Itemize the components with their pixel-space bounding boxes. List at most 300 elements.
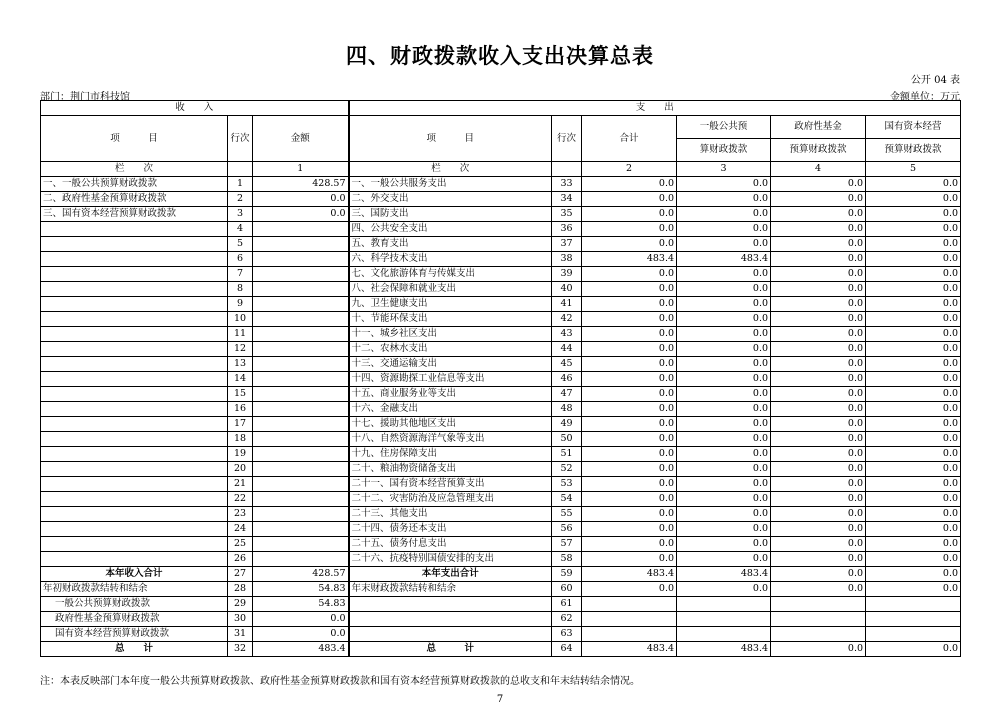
expense-total: 0.0 (582, 402, 677, 417)
expense-row-number: 41 (552, 297, 582, 312)
gov-fund-amount: 0.0 (771, 327, 866, 342)
income-item (41, 492, 228, 507)
general-budget-amount: 0.0 (677, 432, 771, 447)
state-capital-amount: 0.0 (866, 342, 961, 357)
income-amount (253, 222, 349, 237)
income-amount (253, 357, 349, 372)
table-row (41, 477, 961, 492)
income-item: 国有资本经营预算财政拨款 (41, 627, 228, 642)
state-capital-amount: 0.0 (866, 222, 961, 237)
state-capital-amount: 0.0 (866, 387, 961, 402)
gov-fund-amount: 0.0 (771, 282, 866, 297)
general-budget-amount: 0.0 (677, 312, 771, 327)
expense-row-number: 35 (552, 207, 582, 222)
state-capital-amount: 0.0 (866, 177, 961, 192)
state-capital-amount: 0.0 (866, 432, 961, 447)
gov-fund-amount: 0.0 (771, 387, 866, 402)
col-5: 5 (866, 162, 961, 177)
state-capital-amount: 0.0 (866, 252, 961, 267)
income-item-header: 项 目 (41, 116, 228, 162)
income-col-label: 栏 次 (41, 162, 228, 177)
general-budget-amount: 0.0 (677, 177, 771, 192)
page-title: 四、财政拨款收入支出决算总表 (346, 44, 654, 68)
income-amount (253, 522, 349, 537)
expense-item: 年末财政拨款结转和结余 (349, 582, 552, 597)
income-item (41, 552, 228, 567)
table-row (41, 462, 961, 477)
state-capital-amount: 0.0 (866, 447, 961, 462)
income-row-number: 26 (228, 552, 253, 567)
income-item: 一般公共预算财政拨款 (41, 597, 228, 612)
expense-row-number: 40 (552, 282, 582, 297)
expense-row-number: 48 (552, 402, 582, 417)
state-capital-amount: 0.0 (866, 402, 961, 417)
table-row (41, 327, 961, 342)
gov-fund-amount: 0.0 (771, 372, 866, 387)
income-amount (253, 312, 349, 327)
general-budget-amount: 0.0 (677, 192, 771, 207)
expense-item: 十、节能环保支出 (349, 312, 552, 327)
income-item (41, 387, 228, 402)
income-amount (253, 552, 349, 567)
table-row (41, 567, 961, 582)
general-budget-amount: 0.0 (677, 552, 771, 567)
table-row (41, 282, 961, 297)
general-budget-amount: 0.0 (677, 402, 771, 417)
expense-row-number: 59 (552, 567, 582, 582)
income-amount (253, 342, 349, 357)
expense-item (349, 612, 552, 627)
state-capital-amount: 0.0 (866, 297, 961, 312)
income-item (41, 432, 228, 447)
general-budget-amount (677, 612, 771, 627)
gov-fund-amount (771, 597, 866, 612)
general-budget-amount: 0.0 (677, 537, 771, 552)
col-3: 3 (677, 162, 771, 177)
form-number: 公开 04 表 (910, 75, 960, 86)
income-amount: 0.0 (253, 192, 349, 207)
state-capital-amount: 0.0 (866, 552, 961, 567)
general-budget-amount (677, 597, 771, 612)
expense-item: 总 计 (349, 642, 552, 657)
income-row-number: 27 (228, 567, 253, 582)
expense-total: 0.0 (582, 582, 677, 597)
income-item (41, 237, 228, 252)
table-row (41, 597, 961, 612)
general-header-2: 算财政拨款 (677, 139, 771, 162)
gov-fund-amount: 0.0 (771, 492, 866, 507)
income-item (41, 282, 228, 297)
expense-row-number: 37 (552, 237, 582, 252)
expense-total: 0.0 (582, 477, 677, 492)
expense-total: 0.0 (582, 462, 677, 477)
general-budget-amount: 0.0 (677, 297, 771, 312)
expense-row-number: 60 (552, 582, 582, 597)
income-row-number: 31 (228, 627, 253, 642)
expense-row-number: 61 (552, 597, 582, 612)
expense-item: 五、教育支出 (349, 237, 552, 252)
income-row-number: 5 (228, 237, 253, 252)
state-capital-amount (866, 627, 961, 642)
expense-item: 三、国防支出 (349, 207, 552, 222)
expense-item: 二、外交支出 (349, 192, 552, 207)
gov-fund-amount: 0.0 (771, 222, 866, 237)
expense-row-number: 52 (552, 462, 582, 477)
general-budget-amount: 0.0 (677, 282, 771, 297)
income-row-number: 7 (228, 267, 253, 282)
income-amount: 428.57 (253, 177, 349, 192)
expense-item: 二十三、其他支出 (349, 507, 552, 522)
expense-row-number: 54 (552, 492, 582, 507)
expense-total: 0.0 (582, 192, 677, 207)
general-budget-amount: 0.0 (677, 462, 771, 477)
table-row (41, 507, 961, 522)
income-item (41, 312, 228, 327)
income-amount: 483.4 (253, 642, 349, 657)
income-amount: 0.0 (253, 612, 349, 627)
gov-fund-amount (771, 627, 866, 642)
expense-total (582, 627, 677, 642)
income-item (41, 477, 228, 492)
income-amount (253, 252, 349, 267)
expense-item: 八、社会保障和就业支出 (349, 282, 552, 297)
state-capital-amount: 0.0 (866, 327, 961, 342)
general-budget-amount: 483.4 (677, 642, 771, 657)
expense-item: 本年支出合计 (349, 567, 552, 582)
gov-fund-amount: 0.0 (771, 552, 866, 567)
gov-fund-amount: 0.0 (771, 447, 866, 462)
income-item (41, 462, 228, 477)
expense-row-number: 56 (552, 522, 582, 537)
expense-total: 0.0 (582, 282, 677, 297)
income-row-number: 17 (228, 417, 253, 432)
income-amount (253, 417, 349, 432)
income-item (41, 252, 228, 267)
expense-total: 0.0 (582, 507, 677, 522)
income-item: 政府性基金预算财政拨款 (41, 612, 228, 627)
gov-fund-amount: 0.0 (771, 507, 866, 522)
table-row (41, 492, 961, 507)
income-row-number: 28 (228, 582, 253, 597)
expense-total: 0.0 (582, 297, 677, 312)
income-row-number: 11 (228, 327, 253, 342)
expense-item: 十七、援助其他地区支出 (349, 417, 552, 432)
expense-total: 0.0 (582, 387, 677, 402)
income-row-number: 18 (228, 432, 253, 447)
income-item (41, 447, 228, 462)
expense-row-number: 58 (552, 552, 582, 567)
state-capital-amount: 0.0 (866, 462, 961, 477)
expense-total: 483.4 (582, 642, 677, 657)
income-amount (253, 402, 349, 417)
expense-row-number: 44 (552, 342, 582, 357)
table-row (41, 642, 961, 657)
table-row (41, 612, 961, 627)
unit-label: 金额单位：万元 (890, 92, 960, 103)
expense-item: 十二、农林水支出 (349, 342, 552, 357)
income-item: 总 计 (41, 642, 228, 657)
expense-total: 0.0 (582, 267, 677, 282)
income-row-number: 12 (228, 342, 253, 357)
expense-total: 0.0 (582, 432, 677, 447)
expense-total: 0.0 (582, 357, 677, 372)
general-budget-amount: 0.0 (677, 522, 771, 537)
income-row-number: 3 (228, 207, 253, 222)
expense-row-number: 43 (552, 327, 582, 342)
state-capital-amount (866, 597, 961, 612)
expense-item: 二十四、债务还本支出 (349, 522, 552, 537)
income-amount (253, 372, 349, 387)
income-amount (253, 477, 349, 492)
state-capital-amount: 0.0 (866, 417, 961, 432)
expense-header: 支 出 (349, 101, 961, 116)
income-amount (253, 537, 349, 552)
gov-fund-amount: 0.0 (771, 462, 866, 477)
general-budget-amount: 0.0 (677, 582, 771, 597)
gov-fund-amount: 0.0 (771, 432, 866, 447)
state-capital-amount: 0.0 (866, 357, 961, 372)
general-budget-amount: 0.0 (677, 387, 771, 402)
expense-total: 0.0 (582, 447, 677, 462)
state-capital-amount: 0.0 (866, 372, 961, 387)
expense-row-number: 51 (552, 447, 582, 462)
income-item: 三、国有资本经营预算财政拨款 (41, 207, 228, 222)
table-row (41, 402, 961, 417)
income-amount (253, 282, 349, 297)
income-row-number: 23 (228, 507, 253, 522)
expense-item: 十五、商业服务业等支出 (349, 387, 552, 402)
table-row (41, 237, 961, 252)
state-capital-amount: 0.0 (866, 522, 961, 537)
table-row (41, 417, 961, 432)
income-row-number: 6 (228, 252, 253, 267)
table-row (41, 582, 961, 597)
income-item (41, 267, 228, 282)
expense-row-number: 63 (552, 627, 582, 642)
income-amount: 428.57 (253, 567, 349, 582)
expense-row-number: 53 (552, 477, 582, 492)
expense-total: 0.0 (582, 312, 677, 327)
expense-row-number: 55 (552, 507, 582, 522)
state-capital-amount (866, 612, 961, 627)
gov-fund-amount (771, 612, 866, 627)
expense-item: 十六、金融支出 (349, 402, 552, 417)
expense-row-number: 57 (552, 537, 582, 552)
income-item (41, 372, 228, 387)
expense-row-number: 64 (552, 642, 582, 657)
empty-cell (552, 162, 582, 177)
state-capital-amount: 0.0 (866, 477, 961, 492)
income-row-number: 19 (228, 447, 253, 462)
income-item (41, 327, 228, 342)
expense-total: 0.0 (582, 177, 677, 192)
gov-fund-header-2: 预算财政拨款 (771, 139, 866, 162)
income-item (41, 417, 228, 432)
gov-fund-amount: 0.0 (771, 237, 866, 252)
income-amount (253, 267, 349, 282)
expense-item: 一、一般公共服务支出 (349, 177, 552, 192)
income-item: 本年收入合计 (41, 567, 228, 582)
expense-row-number: 45 (552, 357, 582, 372)
income-row-number: 20 (228, 462, 253, 477)
expense-item: 七、文化旅游体育与传媒支出 (349, 267, 552, 282)
table-row (41, 357, 961, 372)
page-number: 7 (496, 694, 504, 705)
expense-row-number: 33 (552, 177, 582, 192)
expense-total: 0.0 (582, 207, 677, 222)
expense-total: 0.0 (582, 237, 677, 252)
income-row-number: 10 (228, 312, 253, 327)
income-item (41, 357, 228, 372)
state-capital-header-2: 预算财政拨款 (866, 139, 961, 162)
empty-cell (228, 162, 253, 177)
expense-item (349, 627, 552, 642)
income-item: 年初财政拨款结转和结余 (41, 582, 228, 597)
gov-fund-amount: 0.0 (771, 402, 866, 417)
table-row (41, 252, 961, 267)
table-row (41, 342, 961, 357)
expense-total: 483.4 (582, 252, 677, 267)
expense-total: 0.0 (582, 522, 677, 537)
state-capital-amount: 0.0 (866, 267, 961, 282)
col-2: 2 (582, 162, 677, 177)
gov-fund-header-1: 政府性基金 (771, 116, 866, 139)
income-row-number: 30 (228, 612, 253, 627)
gov-fund-amount: 0.0 (771, 297, 866, 312)
state-capital-amount: 0.0 (866, 582, 961, 597)
expense-total: 0.0 (582, 417, 677, 432)
income-row-number: 15 (228, 387, 253, 402)
table-row (41, 222, 961, 237)
general-budget-amount: 483.4 (677, 252, 771, 267)
income-amount (253, 507, 349, 522)
income-row-number: 16 (228, 402, 253, 417)
income-amount (253, 327, 349, 342)
income-item: 一、一般公共预算财政拨款 (41, 177, 228, 192)
col-4: 4 (771, 162, 866, 177)
expense-total: 0.0 (582, 492, 677, 507)
state-capital-amount: 0.0 (866, 207, 961, 222)
expense-total: 483.4 (582, 567, 677, 582)
income-amount: 0.0 (253, 627, 349, 642)
expense-row-number: 47 (552, 387, 582, 402)
expense-row-number: 39 (552, 267, 582, 282)
gov-fund-amount: 0.0 (771, 582, 866, 597)
state-capital-amount: 0.0 (866, 507, 961, 522)
gov-fund-amount: 0.0 (771, 642, 866, 657)
expense-rowno-header: 行次 (552, 116, 582, 162)
expense-row-number: 38 (552, 252, 582, 267)
expense-row-number: 50 (552, 432, 582, 447)
gov-fund-amount: 0.0 (771, 417, 866, 432)
table-row (41, 177, 961, 192)
income-item (41, 342, 228, 357)
table-row (41, 387, 961, 402)
general-budget-amount: 0.0 (677, 477, 771, 492)
gov-fund-amount: 0.0 (771, 537, 866, 552)
general-budget-amount: 0.0 (677, 372, 771, 387)
general-budget-amount: 0.0 (677, 357, 771, 372)
footnote: 注：本表反映部门本年度一般公共预算财政拨款、政府性基金预算财政拨款和国有资本经营预算财政拨款的总收支和年末结转结余情况。 (40, 676, 640, 687)
expense-item (349, 597, 552, 612)
expense-total: 0.0 (582, 342, 677, 357)
expense-item: 十九、住房保障支出 (349, 447, 552, 462)
expense-row-number: 34 (552, 192, 582, 207)
general-budget-amount: 0.0 (677, 237, 771, 252)
expense-total-header: 合计 (582, 116, 677, 162)
general-budget-amount: 0.0 (677, 417, 771, 432)
table-row (41, 372, 961, 387)
budget-table (40, 100, 961, 657)
income-amount: 0.0 (253, 207, 349, 222)
income-item (41, 507, 228, 522)
gov-fund-amount: 0.0 (771, 267, 866, 282)
gov-fund-amount: 0.0 (771, 477, 866, 492)
income-amount: 54.83 (253, 582, 349, 597)
table-row (41, 627, 961, 642)
department-label: 部门：荆门市科技馆 (40, 92, 130, 103)
income-amount (253, 237, 349, 252)
income-row-number: 9 (228, 297, 253, 312)
general-budget-amount: 0.0 (677, 342, 771, 357)
expense-item: 十一、城乡社区支出 (349, 327, 552, 342)
expense-total: 0.0 (582, 327, 677, 342)
table-row (41, 207, 961, 222)
income-row-number: 29 (228, 597, 253, 612)
income-row-number: 22 (228, 492, 253, 507)
income-row-number: 21 (228, 477, 253, 492)
general-budget-amount: 0.0 (677, 507, 771, 522)
expense-item: 十八、自然资源海洋气象等支出 (349, 432, 552, 447)
expense-item: 二十二、灾害防治及应急管理支出 (349, 492, 552, 507)
income-row-number: 8 (228, 282, 253, 297)
expense-total (582, 597, 677, 612)
general-budget-amount: 483.4 (677, 567, 771, 582)
expense-item: 十三、交通运输支出 (349, 357, 552, 372)
gov-fund-amount: 0.0 (771, 207, 866, 222)
expense-item: 二十六、抗疫特别国债安排的支出 (349, 552, 552, 567)
expense-col-label: 栏 次 (349, 162, 552, 177)
general-budget-amount: 0.0 (677, 222, 771, 237)
table-row (41, 297, 961, 312)
state-capital-amount: 0.0 (866, 192, 961, 207)
income-amount (253, 447, 349, 462)
state-capital-amount: 0.0 (866, 642, 961, 657)
gov-fund-amount: 0.0 (771, 342, 866, 357)
expense-item: 九、卫生健康支出 (349, 297, 552, 312)
income-item (41, 537, 228, 552)
expense-item: 六、科学技术支出 (349, 252, 552, 267)
gov-fund-amount: 0.0 (771, 357, 866, 372)
table-row (41, 522, 961, 537)
general-budget-amount: 0.0 (677, 447, 771, 462)
income-item (41, 522, 228, 537)
expense-item: 二十五、债务付息支出 (349, 537, 552, 552)
expense-total: 0.0 (582, 537, 677, 552)
gov-fund-amount: 0.0 (771, 567, 866, 582)
gov-fund-amount: 0.0 (771, 252, 866, 267)
gov-fund-amount: 0.0 (771, 522, 866, 537)
income-row-number: 1 (228, 177, 253, 192)
income-row-number: 2 (228, 192, 253, 207)
expense-item-header: 项 目 (349, 116, 552, 162)
gov-fund-amount: 0.0 (771, 192, 866, 207)
income-amount-header: 金额 (253, 116, 349, 162)
expense-item: 二十、粮油物资储备支出 (349, 462, 552, 477)
general-budget-amount: 0.0 (677, 327, 771, 342)
table-row (41, 432, 961, 447)
table-row (41, 447, 961, 462)
